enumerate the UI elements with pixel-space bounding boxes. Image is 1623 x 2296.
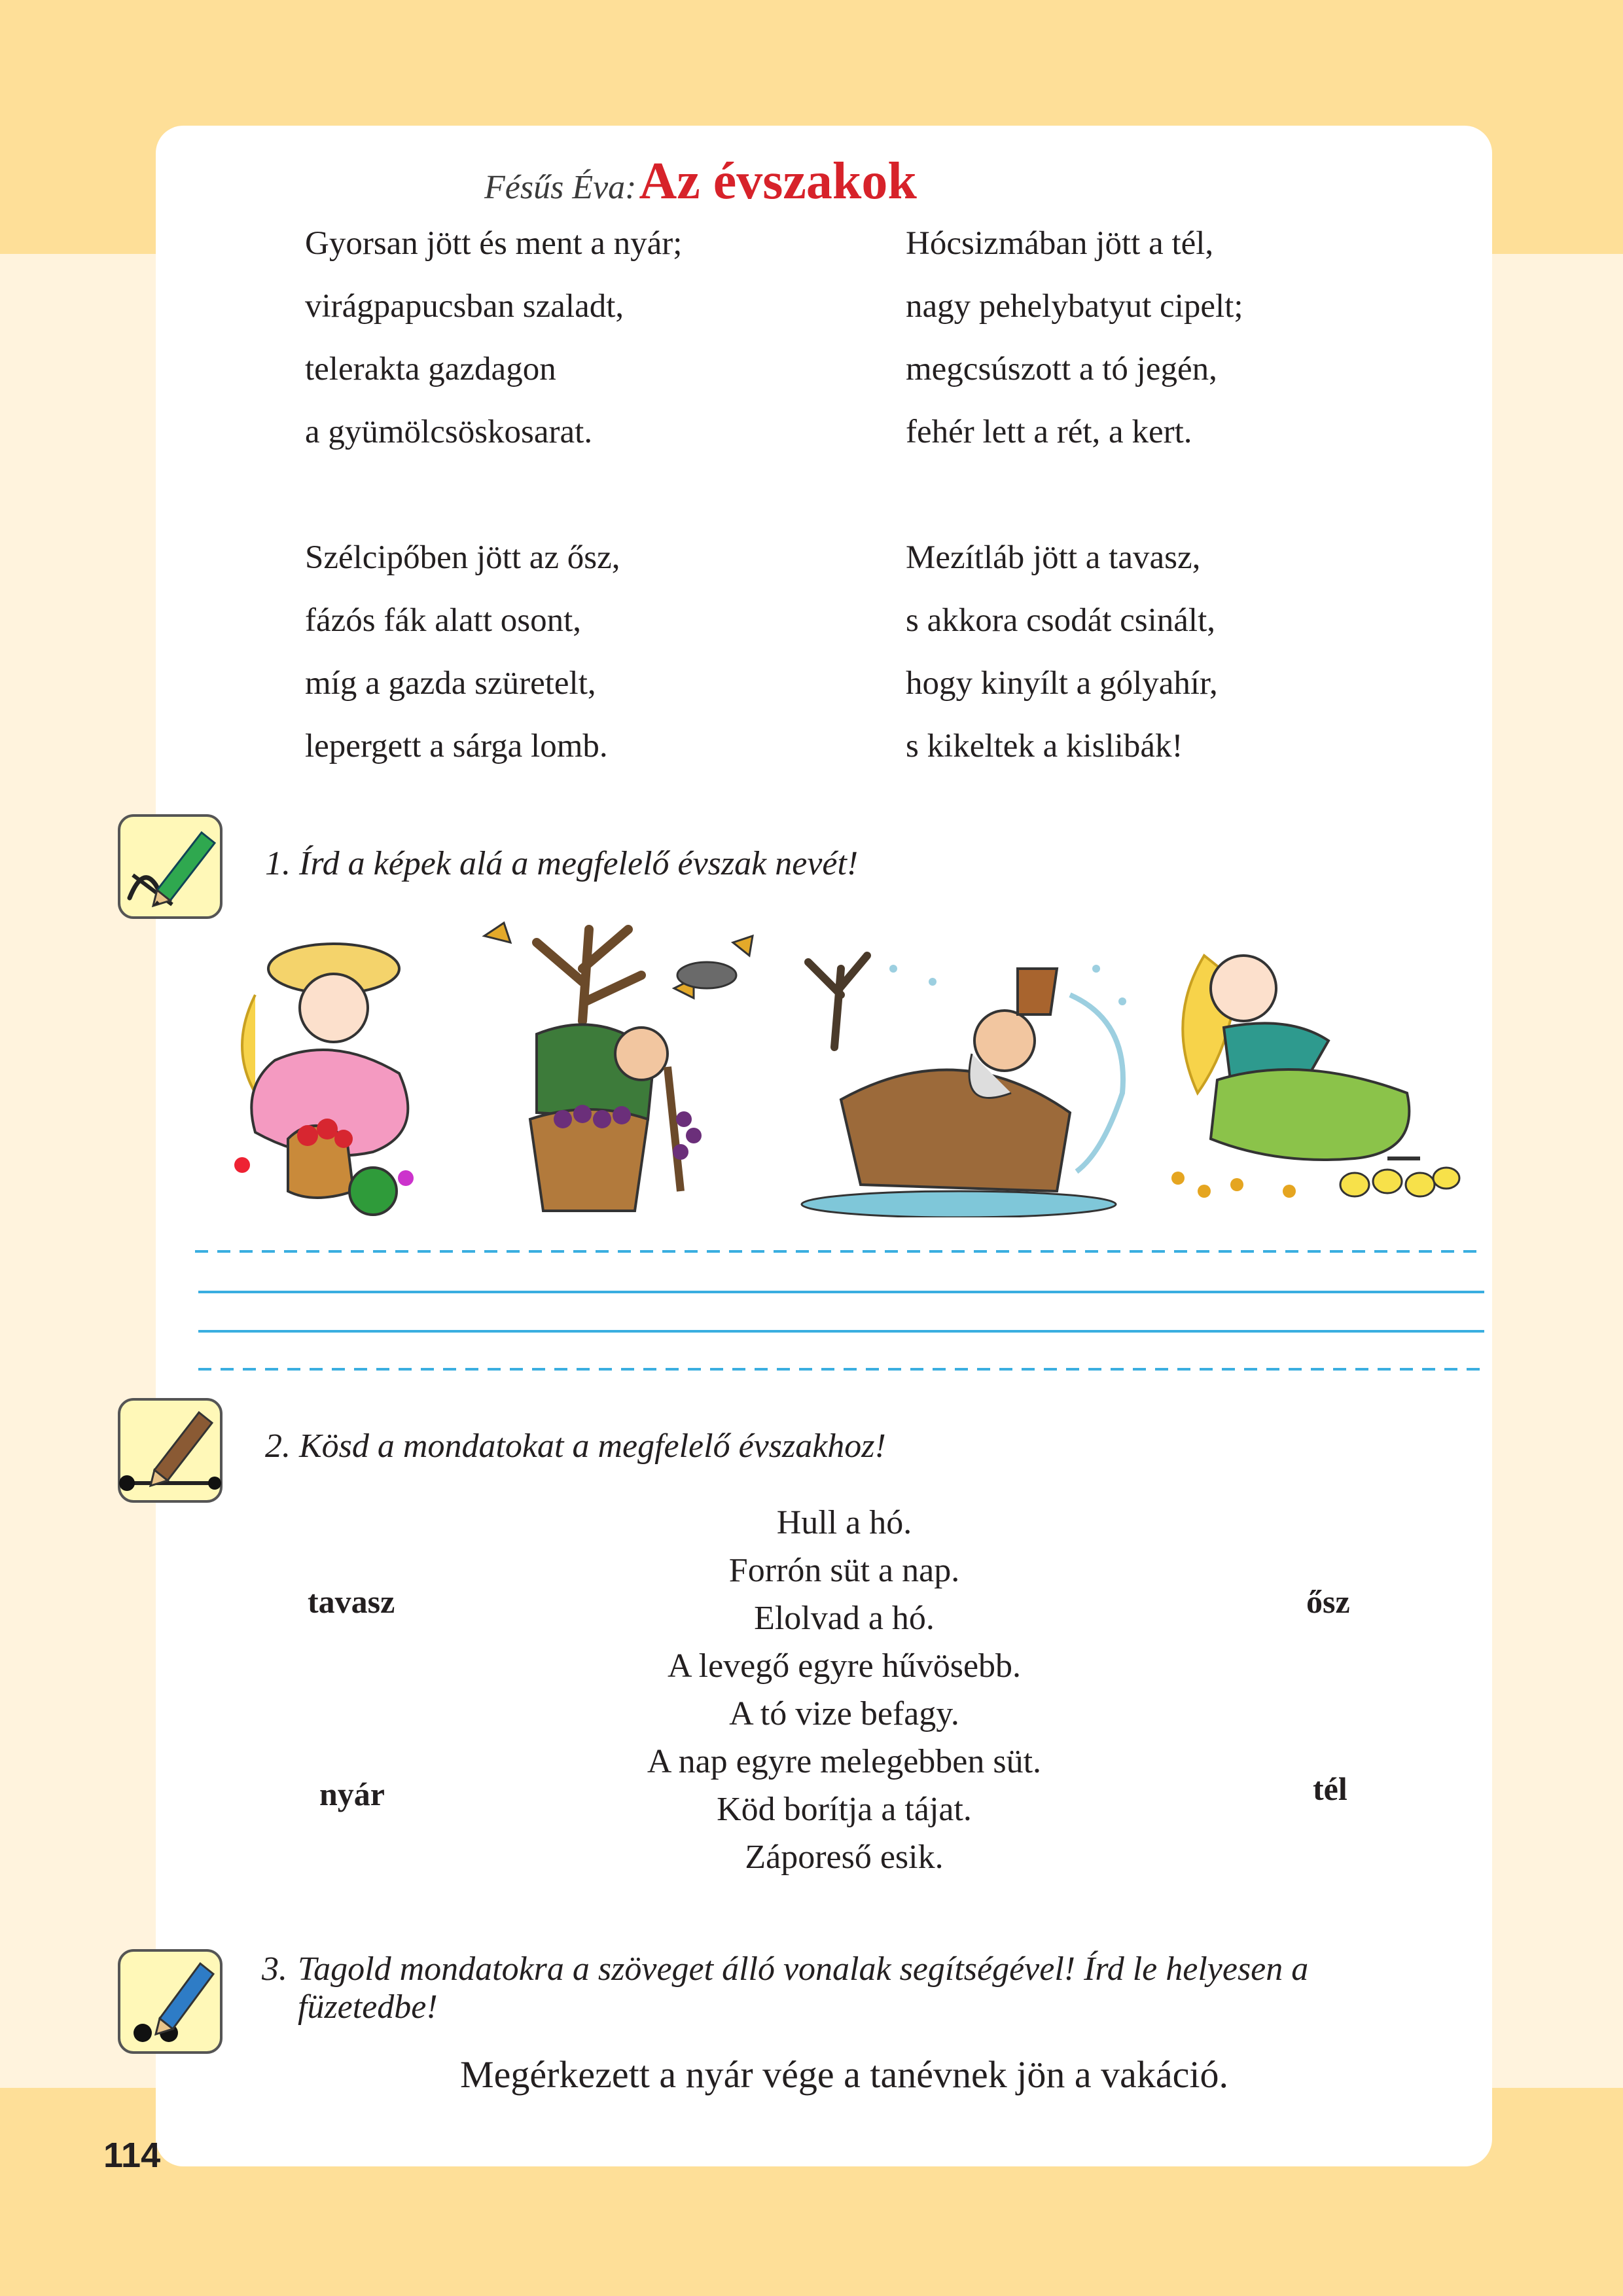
task1-text: 1. Írd a képek alá a megfelelő évszak nevét! — [265, 845, 859, 882]
punctuation-pencil-icon — [116, 1948, 224, 2055]
poem-line: Mezítláb jött a tavasz, — [906, 539, 1201, 576]
sentence-item[interactable]: A levegő egyre hűvösebb. — [667, 1647, 1022, 1685]
sentence-list — [589, 1499, 1099, 1881]
task3-line1: Tagold mondatokra a szöveget álló vonalak segítségével! Írd le helyesen a — [298, 1950, 1309, 1988]
season-osz[interactable]: ősz — [1306, 1583, 1350, 1620]
spring-girl-picture — [1158, 942, 1466, 1217]
sentence-item[interactable]: Elolvad a hó. — [754, 1600, 935, 1637]
poem-line: Szélcipőben jött az ősz, — [305, 539, 620, 576]
poem-line: telerakta gazdagon — [305, 351, 556, 387]
poem-line: hogy kinyílt a gólyahír, — [906, 665, 1218, 702]
summer-girl-picture — [216, 916, 432, 1224]
poem-name: Az évszakok — [639, 152, 917, 210]
stanza-spring — [906, 526, 1218, 778]
sentence-item[interactable]: Hull a hó. — [776, 1504, 912, 1541]
page-number: 114 — [103, 2136, 161, 2175]
winter-man-picture — [795, 942, 1149, 1217]
task3-line2: füzetedbe! — [298, 1988, 438, 2026]
season-nyar[interactable]: nyár — [319, 1776, 385, 1812]
writing-pencil-icon — [116, 813, 224, 920]
stanza-winter — [906, 212, 1243, 463]
poem-line: virágpapucsban szaladt, — [305, 288, 624, 325]
sentence-item[interactable]: A nap egyre melegebben süt. — [647, 1743, 1042, 1780]
poem-line: Hócsizmában jött a tél, — [906, 225, 1214, 262]
task3-number: 3. — [262, 1950, 287, 1988]
poem-title — [484, 152, 917, 217]
task2-text: 2. Kösd a mondatokat a megfelelő évszakhoz! — [265, 1427, 886, 1465]
poem-line: s kikeltek a kislibák! — [906, 728, 1183, 764]
stanza-summer — [305, 212, 682, 463]
sentence-item[interactable]: Forrón süt a nap. — [728, 1552, 960, 1589]
season-tavasz[interactable]: tavasz — [308, 1583, 395, 1620]
sentence-item[interactable]: A tó vize befagy. — [729, 1695, 959, 1732]
poem-line: s akkora csodát csinált, — [906, 602, 1216, 639]
poem-line: fázós fák alatt osont, — [305, 602, 582, 639]
stanza-autumn — [305, 526, 620, 778]
answer-writing-lines[interactable] — [195, 1244, 1484, 1374]
sentence-item[interactable]: Záporeső esik. — [745, 1839, 944, 1876]
task3-sentence[interactable]: Megérkezett a nyár vége a tanévnek jön a vakáció. — [460, 2053, 1228, 2096]
poem-line: míg a gazda szüretelt, — [305, 665, 596, 702]
season-tel[interactable]: tél — [1313, 1770, 1347, 1807]
poem-line: Gyorsan jött és ment a nyár; — [305, 225, 683, 262]
poem-line: nagy pehelybatyut cipelt; — [906, 288, 1243, 325]
poem-author: Fésűs Éva: — [484, 169, 637, 206]
poem-line: fehér lett a rét, a kert. — [906, 414, 1192, 450]
poem-line: lepergett a sárga lomb. — [305, 728, 608, 764]
poem-line: megcsúszott a tó jegén, — [906, 351, 1217, 387]
autumn-man-picture — [458, 903, 772, 1224]
task3-text — [262, 1950, 1492, 2026]
poem-line: a gyümölcsöskosarat. — [305, 414, 593, 450]
sentence-item[interactable]: Köd borítja a tájat. — [717, 1791, 972, 1828]
connect-pencil-icon — [116, 1397, 224, 1504]
